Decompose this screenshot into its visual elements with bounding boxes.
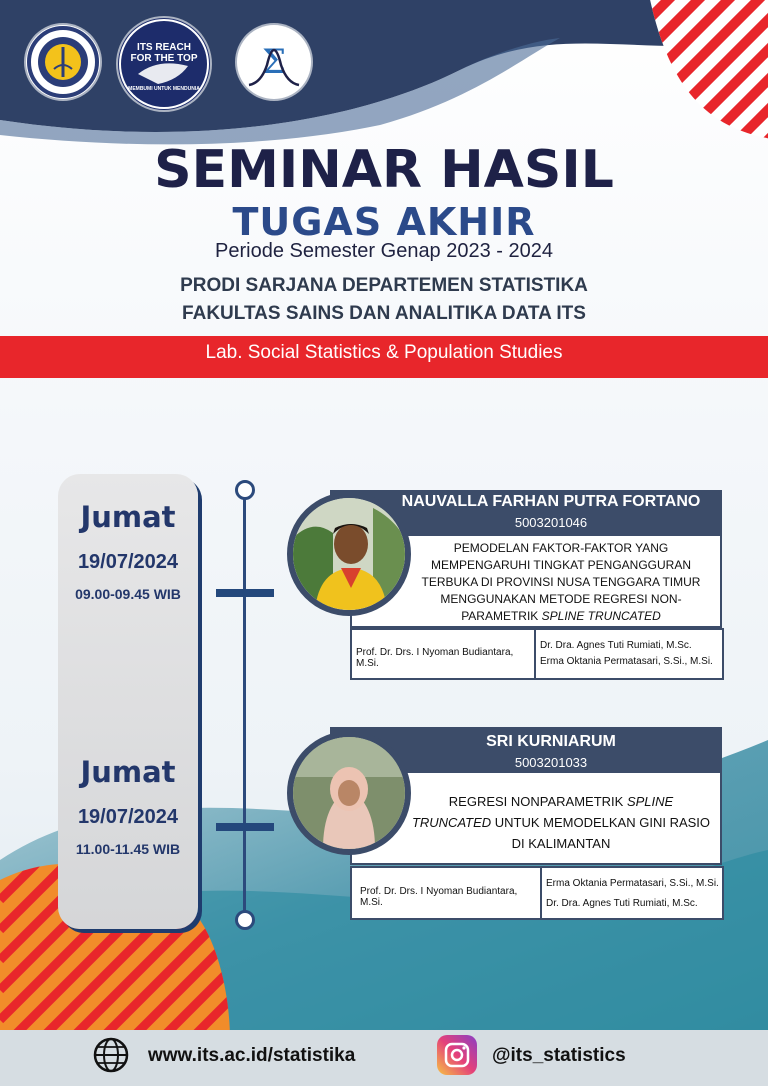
presenter-2-thesis-italic: SPLINE TRUNCATED (411, 794, 674, 830)
session-2-date: 19/07/2024 (77, 806, 179, 828)
its-reach-for-the-top-logo (118, 18, 210, 110)
prodi-text (0, 272, 768, 328)
presenter-2-supervisor: Prof. Dr. Drs. I Nyoman Budiantara, M.Si. (360, 886, 518, 908)
presenter-2-thesis (410, 791, 712, 854)
website-link[interactable]: www.its.ac.id/statistika (148, 1045, 356, 1066)
presenter-2-examiner-2: Dr. Dra. Agnes Tuti Rumiati, M.Sc. (546, 898, 698, 909)
presenter-1-nrp: 5003201046 (514, 515, 588, 530)
instagram-handle[interactable]: @its_statistics (492, 1045, 626, 1066)
its-logo-tagline: MEMBUMI UNTUK MENDUNIA (128, 86, 200, 92)
session-1-day: Jumat (80, 500, 176, 534)
prodi-line-1: PRODI SARJANA DEPARTEMEN STATISTIKA (180, 275, 588, 296)
presenter-1-examiner-1: Dr. Dra. Agnes Tuti Rumiati, M.Sc. (540, 640, 692, 651)
svg-text:Σ: Σ (261, 42, 287, 82)
prodi-line-2: FAKULTAS SAINS DAN ANALITIKA DATA ITS (182, 303, 586, 324)
statistika-sigma-logo (237, 25, 311, 99)
presenter-1-committee-box (350, 628, 724, 680)
presenter-2-photo (287, 731, 411, 855)
timeline-dot-top (235, 480, 255, 500)
globe-icon (92, 1036, 130, 1074)
its-emblem-logo (26, 25, 100, 99)
title-tugas-akhir: TUGAS AKHIR (232, 200, 536, 244)
session-2-day: Jumat (80, 755, 176, 789)
committee-divider (540, 868, 542, 918)
timeline-dot-bottom (235, 910, 255, 930)
timeline-connector-1 (216, 589, 274, 597)
its-logo-text: ITS REACH FOR THE TOP (130, 42, 198, 64)
presenter-2-name: SRI KURNIARUM (486, 733, 616, 750)
presenter-2-thesis-pre: REGRESI NONPARAMETRIK (448, 794, 627, 809)
lab-name: Lab. Social Statistics & Population Studies (205, 342, 563, 363)
title-seminar-hasil: SEMINAR HASIL (154, 140, 614, 200)
presenter-1-thesis (410, 540, 712, 625)
presenter-1-photo (287, 492, 411, 616)
session-1-time: 09.00-09.45 WIB (75, 586, 181, 602)
presenter-2-thesis-post: UNTUK MEMODELKAN GINI RASIO DI KALIMANTAN (491, 815, 711, 851)
presenter-1-supervisor: Prof. Dr. Drs. I Nyoman Budiantara, M.Si. (356, 647, 514, 669)
session-2-time: 11.00-11.45 WIB (75, 841, 181, 857)
presenter-1-examiner-2: Erma Oktania Permatasari, S.Si., M.Si. (540, 656, 713, 667)
periode-text: Periode Semester Genap 2023 - 2024 (215, 240, 553, 262)
presenter-2-nrp: 5003201033 (514, 755, 588, 770)
presenter-2-examiner-1: Erma Oktania Permatasari, S.Si., M.Si. (546, 878, 719, 889)
committee-divider (534, 630, 536, 678)
schedule-date-panel (58, 474, 198, 929)
presenter-2-committee-box (350, 866, 724, 920)
presenter-1-thesis-italic: SPLINE TRUNCATED (541, 609, 661, 623)
presenter-1-thesis-text: PEMODELAN FAKTOR-FAKTOR YANG MEMPENGARUHI TINGKAT PENGANGGURAN TERBUKA DI PROVINSI NUSA TENGGARA TIMUR MENGGUNAKAN METODE REGRESI NON-PARAMETRIK (421, 541, 701, 623)
session-1-date: 19/07/2024 (77, 551, 179, 573)
timeline-line (243, 492, 246, 918)
instagram-icon (437, 1035, 477, 1075)
timeline-connector-2 (216, 823, 274, 831)
stripes-top-right (628, 0, 768, 140)
presenter-1-name: NAUVALLA FARHAN PUTRA FORTANO (401, 493, 701, 510)
